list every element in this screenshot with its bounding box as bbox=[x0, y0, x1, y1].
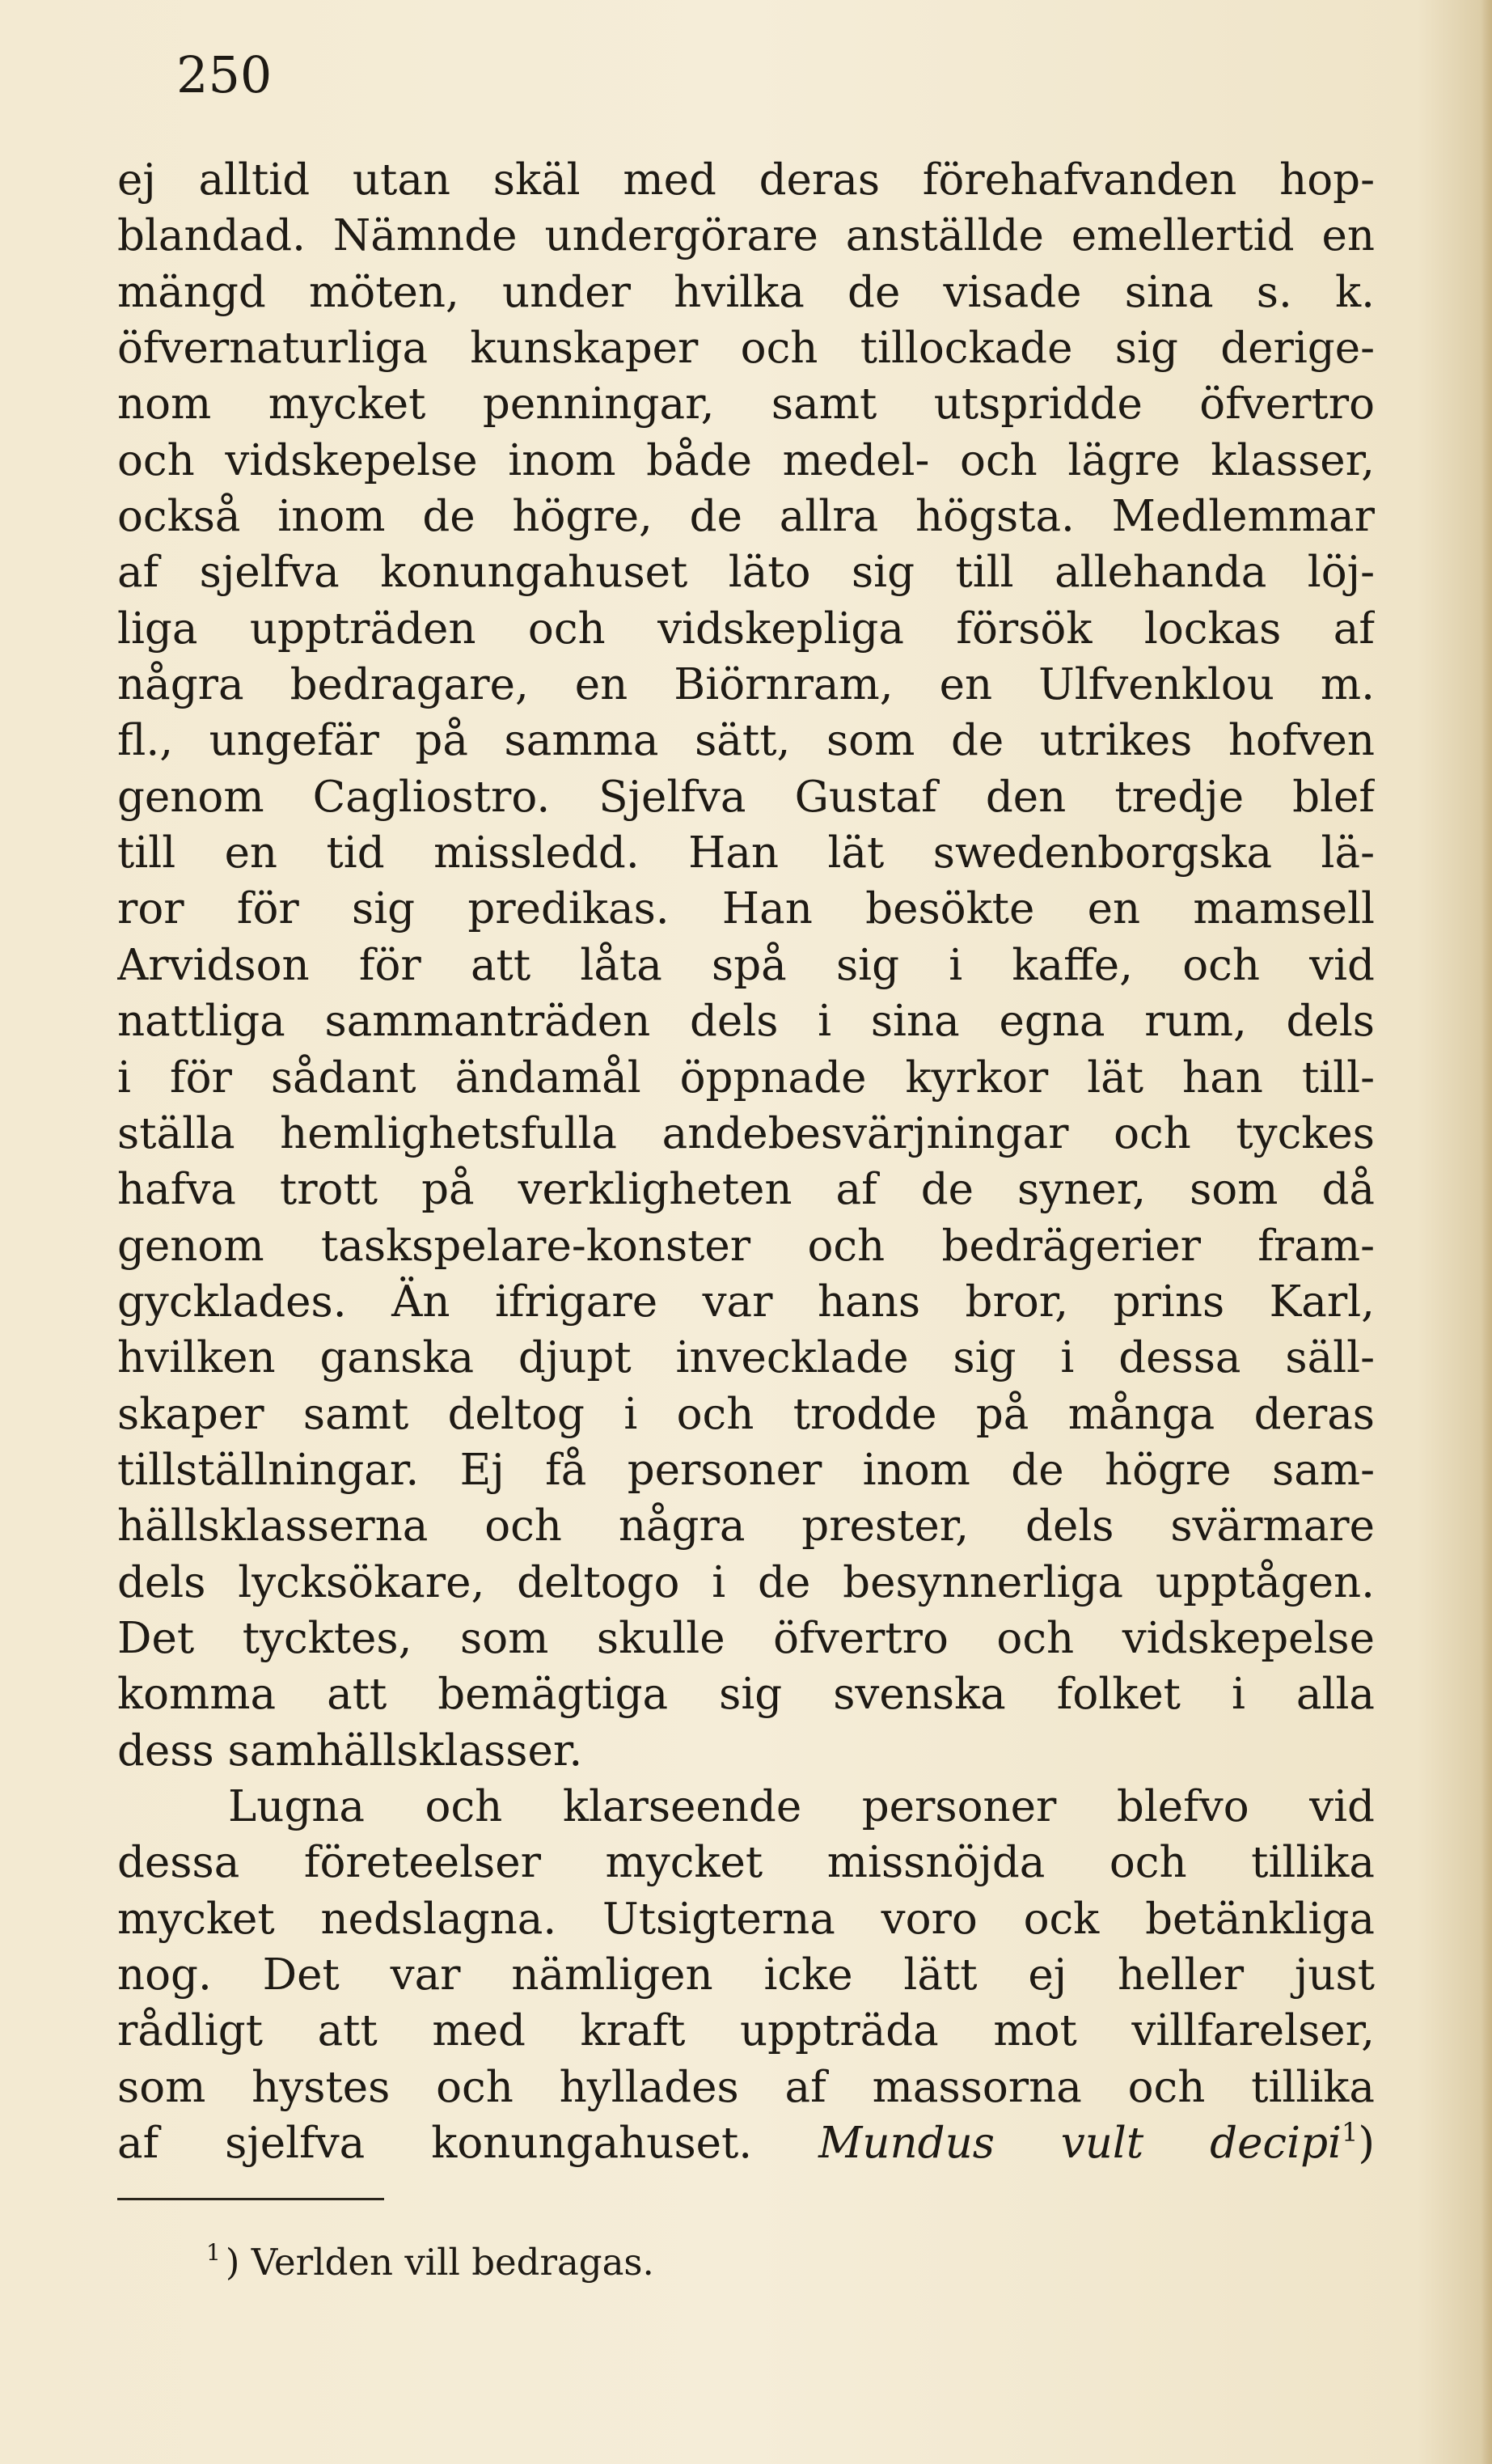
text-line: tillställningar. Ej få personer inom de högre sam- bbox=[117, 1445, 1375, 1495]
text-line: öfvernaturliga kunskaper och tillockade sig derige- bbox=[117, 324, 1375, 374]
text-line: fl., ungefär på samma sätt, som de utrikes hofven bbox=[117, 716, 1375, 766]
text-line: hvilken ganska djupt invecklade sig i dessa säll- bbox=[117, 1333, 1375, 1383]
text-line: hafva trott på verkligheten af de syner, som då bbox=[117, 1165, 1375, 1215]
footnote bbox=[206, 2239, 654, 2287]
text-line: af sjelfva konungahuset läto sig till allehanda löj- bbox=[117, 548, 1375, 598]
text-line: nattliga sammanträden dels i sina egna rum, dels bbox=[117, 997, 1375, 1047]
text-line: skaper samt deltog i och trodde på många deras bbox=[117, 1389, 1375, 1439]
text-line: Det tycktes, som skulle öfvertro och vidskepelse bbox=[117, 1613, 1375, 1663]
text-line: också inom de högre, de allra högsta. Medlemmar bbox=[117, 492, 1375, 542]
footnote-text: ) Verlden vill bedragas. bbox=[225, 2241, 654, 2284]
text-line: några bedragare, en Biörnram, en Ulfvenklou m. bbox=[117, 660, 1375, 710]
text-line: och vidskepelse inom både medel- och lägre klasser, bbox=[117, 435, 1375, 485]
text-line: komma att bemägtiga sig svenska folket i alla bbox=[117, 1670, 1375, 1720]
final-line-plain: af sjelfva konungahuset. bbox=[117, 2119, 819, 2169]
text-line: genom Cagliostro. Sjelfva Gustaf den tredje blef bbox=[117, 772, 1375, 822]
text-line: till en tid missledd. Han lät swedenborgska lä- bbox=[117, 828, 1375, 878]
text-line: mycket nedslagna. Utsigterna voro ock betänkliga bbox=[117, 1894, 1375, 1944]
text-line: nog. Det var nämligen icke lätt ej heller just bbox=[117, 1950, 1375, 2000]
footnote-reference: 1 bbox=[1341, 2117, 1359, 2149]
text-line: blandad. Nämnde undergörare anställde emellertid en bbox=[117, 211, 1375, 261]
page-number: 250 bbox=[176, 45, 273, 104]
latin-quote: Mundus vult decipi bbox=[818, 2119, 1342, 2169]
body-text bbox=[117, 152, 1375, 2171]
final-line-closing: ) bbox=[1358, 2119, 1375, 2169]
text-line: mängd möten, under hvilka de visade sina s. k. bbox=[117, 267, 1375, 317]
text-line: Arvidson för att låta spå sig i kaffe, och vid bbox=[117, 940, 1375, 990]
footnote-divider bbox=[117, 2198, 384, 2200]
text-line: nom mycket penningar, samt utspridde öfvertro bbox=[117, 379, 1375, 430]
text-line: hällsklasserna och några prester, dels svärmare bbox=[117, 1501, 1375, 1552]
text-line: ej alltid utan skäl med deras förehafvanden hop- bbox=[117, 155, 1375, 205]
footnote-mark: 1 bbox=[206, 2239, 221, 2266]
text-line: genom taskspelare-konster och bedrägerier fram- bbox=[117, 1221, 1375, 1271]
text-line: liga uppträden och vidskepliga försök lockas af bbox=[117, 603, 1375, 654]
text-line: ror för sig predikas. Han besökte en mamsell bbox=[117, 884, 1375, 934]
text-line: ställa hemlighetsfulla andebesvärjningar och tyckes bbox=[117, 1108, 1375, 1158]
final-text-line bbox=[117, 2115, 1375, 2171]
text-line: rådligt att med kraft uppträda mot villfarelser, bbox=[117, 2006, 1375, 2056]
text-line: dessa företeelser mycket missnöjda och tillika bbox=[117, 1838, 1375, 1888]
text-line: gycklades. Än ifrigare var hans bror, prins Karl, bbox=[117, 1276, 1375, 1327]
text-line: i för sådant ändamål öppnade kyrkor lät han till- bbox=[117, 1052, 1375, 1103]
text-line: dels lycksökare, deltogo i de besynnerliga upptågen. bbox=[117, 1557, 1375, 1607]
paragraph-end-line: dess samhällsklasser. bbox=[117, 1725, 583, 1776]
paragraph-start-line: Lugna och klarseende personer blefvo vid bbox=[228, 1781, 1375, 1831]
page-edge-shadow bbox=[1481, 0, 1492, 2464]
text-line: som hystes och hyllades af massorna och tillika bbox=[117, 2062, 1375, 2112]
